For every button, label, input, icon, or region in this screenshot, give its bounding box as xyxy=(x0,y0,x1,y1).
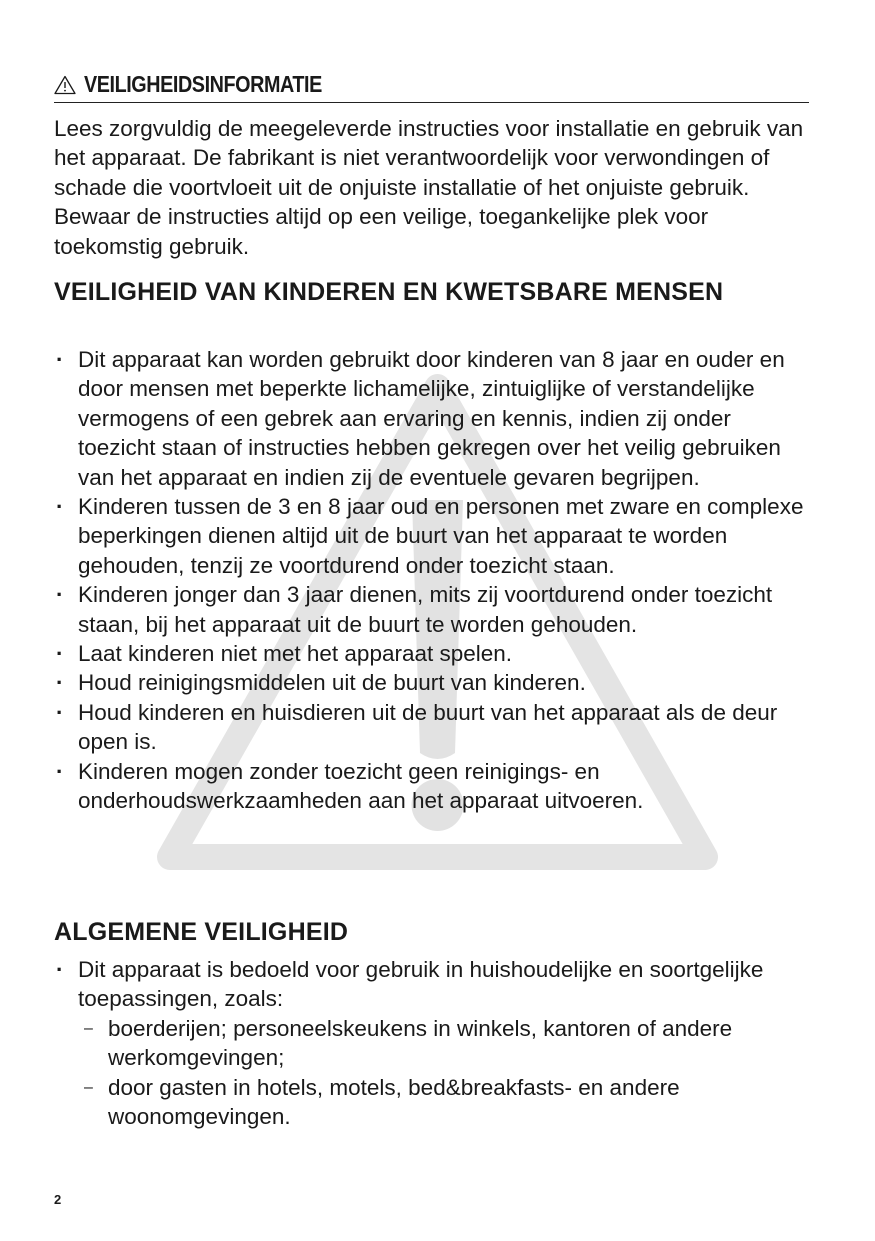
sub-list xyxy=(78,1014,814,1132)
children-safety-list xyxy=(54,345,814,816)
section-header xyxy=(54,66,809,103)
list-item: · Laat kinderen niet met het apparaat spelen. xyxy=(54,639,814,668)
general-safety-list xyxy=(54,955,814,1131)
intro-paragraph: Lees zorgvuldig de meegeleverde instructies voor installatie en gebruik van het apparaat. De fabrikant is niet verantwoordelijk voor verwondingen of schade die voortvloeit uit de onjuiste installatie of het onjuiste gebruik. Bewaar de instructies altijd op een veilige, toegankelijke plek voor toekomstig gebruik. xyxy=(54,116,804,259)
sub-list-item: – boerderijen; personeelskeukens in winkels, kantoren of andere werkomgevingen; xyxy=(78,1014,814,1073)
list-item: · Kinderen tussen de 3 en 8 jaar oud en personen met zware en complexe beperkingen dienen altijd uit de buurt van het apparaat te worden gehouden, tenzij ze voortdurend onder toezicht staan. xyxy=(54,492,814,580)
list-item: · Dit apparaat kan worden gebruikt door kinderen van 8 jaar en ouder en door mensen met beperkte lichamelijke, zintuiglijke of verstandelijke vermogens of een gebrek aan ervaring en kennis, indien zij onder toezicht staan of instructies hebben gekregen over het veilig gebruiken van het apparaat en indien zij de eventuele gevaren begrijpen. xyxy=(54,345,814,492)
section-title-general-safety: ALGEMENE VEILIGHEID xyxy=(54,918,349,946)
list-item: · Houd reinigingsmiddelen uit de buurt van kinderen. xyxy=(54,668,814,697)
page-number: 2 xyxy=(54,1192,62,1207)
list-item-text: Dit apparaat is bedoeld voor gebruik in huishoudelijke en soortgelijke toepassingen, zoals: xyxy=(78,957,764,1012)
section-title-children-safety: VEILIGHEID VAN KINDEREN EN KWETSBARE MENSEN xyxy=(54,278,724,306)
list-item: · Houd kinderen en huisdieren uit de buurt van het apparaat als de deur open is. xyxy=(54,698,814,757)
list-item: · Kinderen mogen zonder toezicht geen reinigings- en onderhoudswerkzaamheden aan het apparaat uitvoeren. xyxy=(54,757,814,816)
list-item: · Kinderen jonger dan 3 jaar dienen, mits zij voortdurend onder toezicht staan, bij het apparaat uit de buurt te worden gehouden. xyxy=(54,580,814,639)
header-title: VEILIGHEIDSINFORMATIE xyxy=(84,70,322,97)
list-item xyxy=(54,955,814,1131)
warning-triangle-icon xyxy=(54,75,76,95)
sub-list-item: – door gasten in hotels, motels, bed&breakfasts- en andere woonomgevingen. xyxy=(78,1073,814,1132)
